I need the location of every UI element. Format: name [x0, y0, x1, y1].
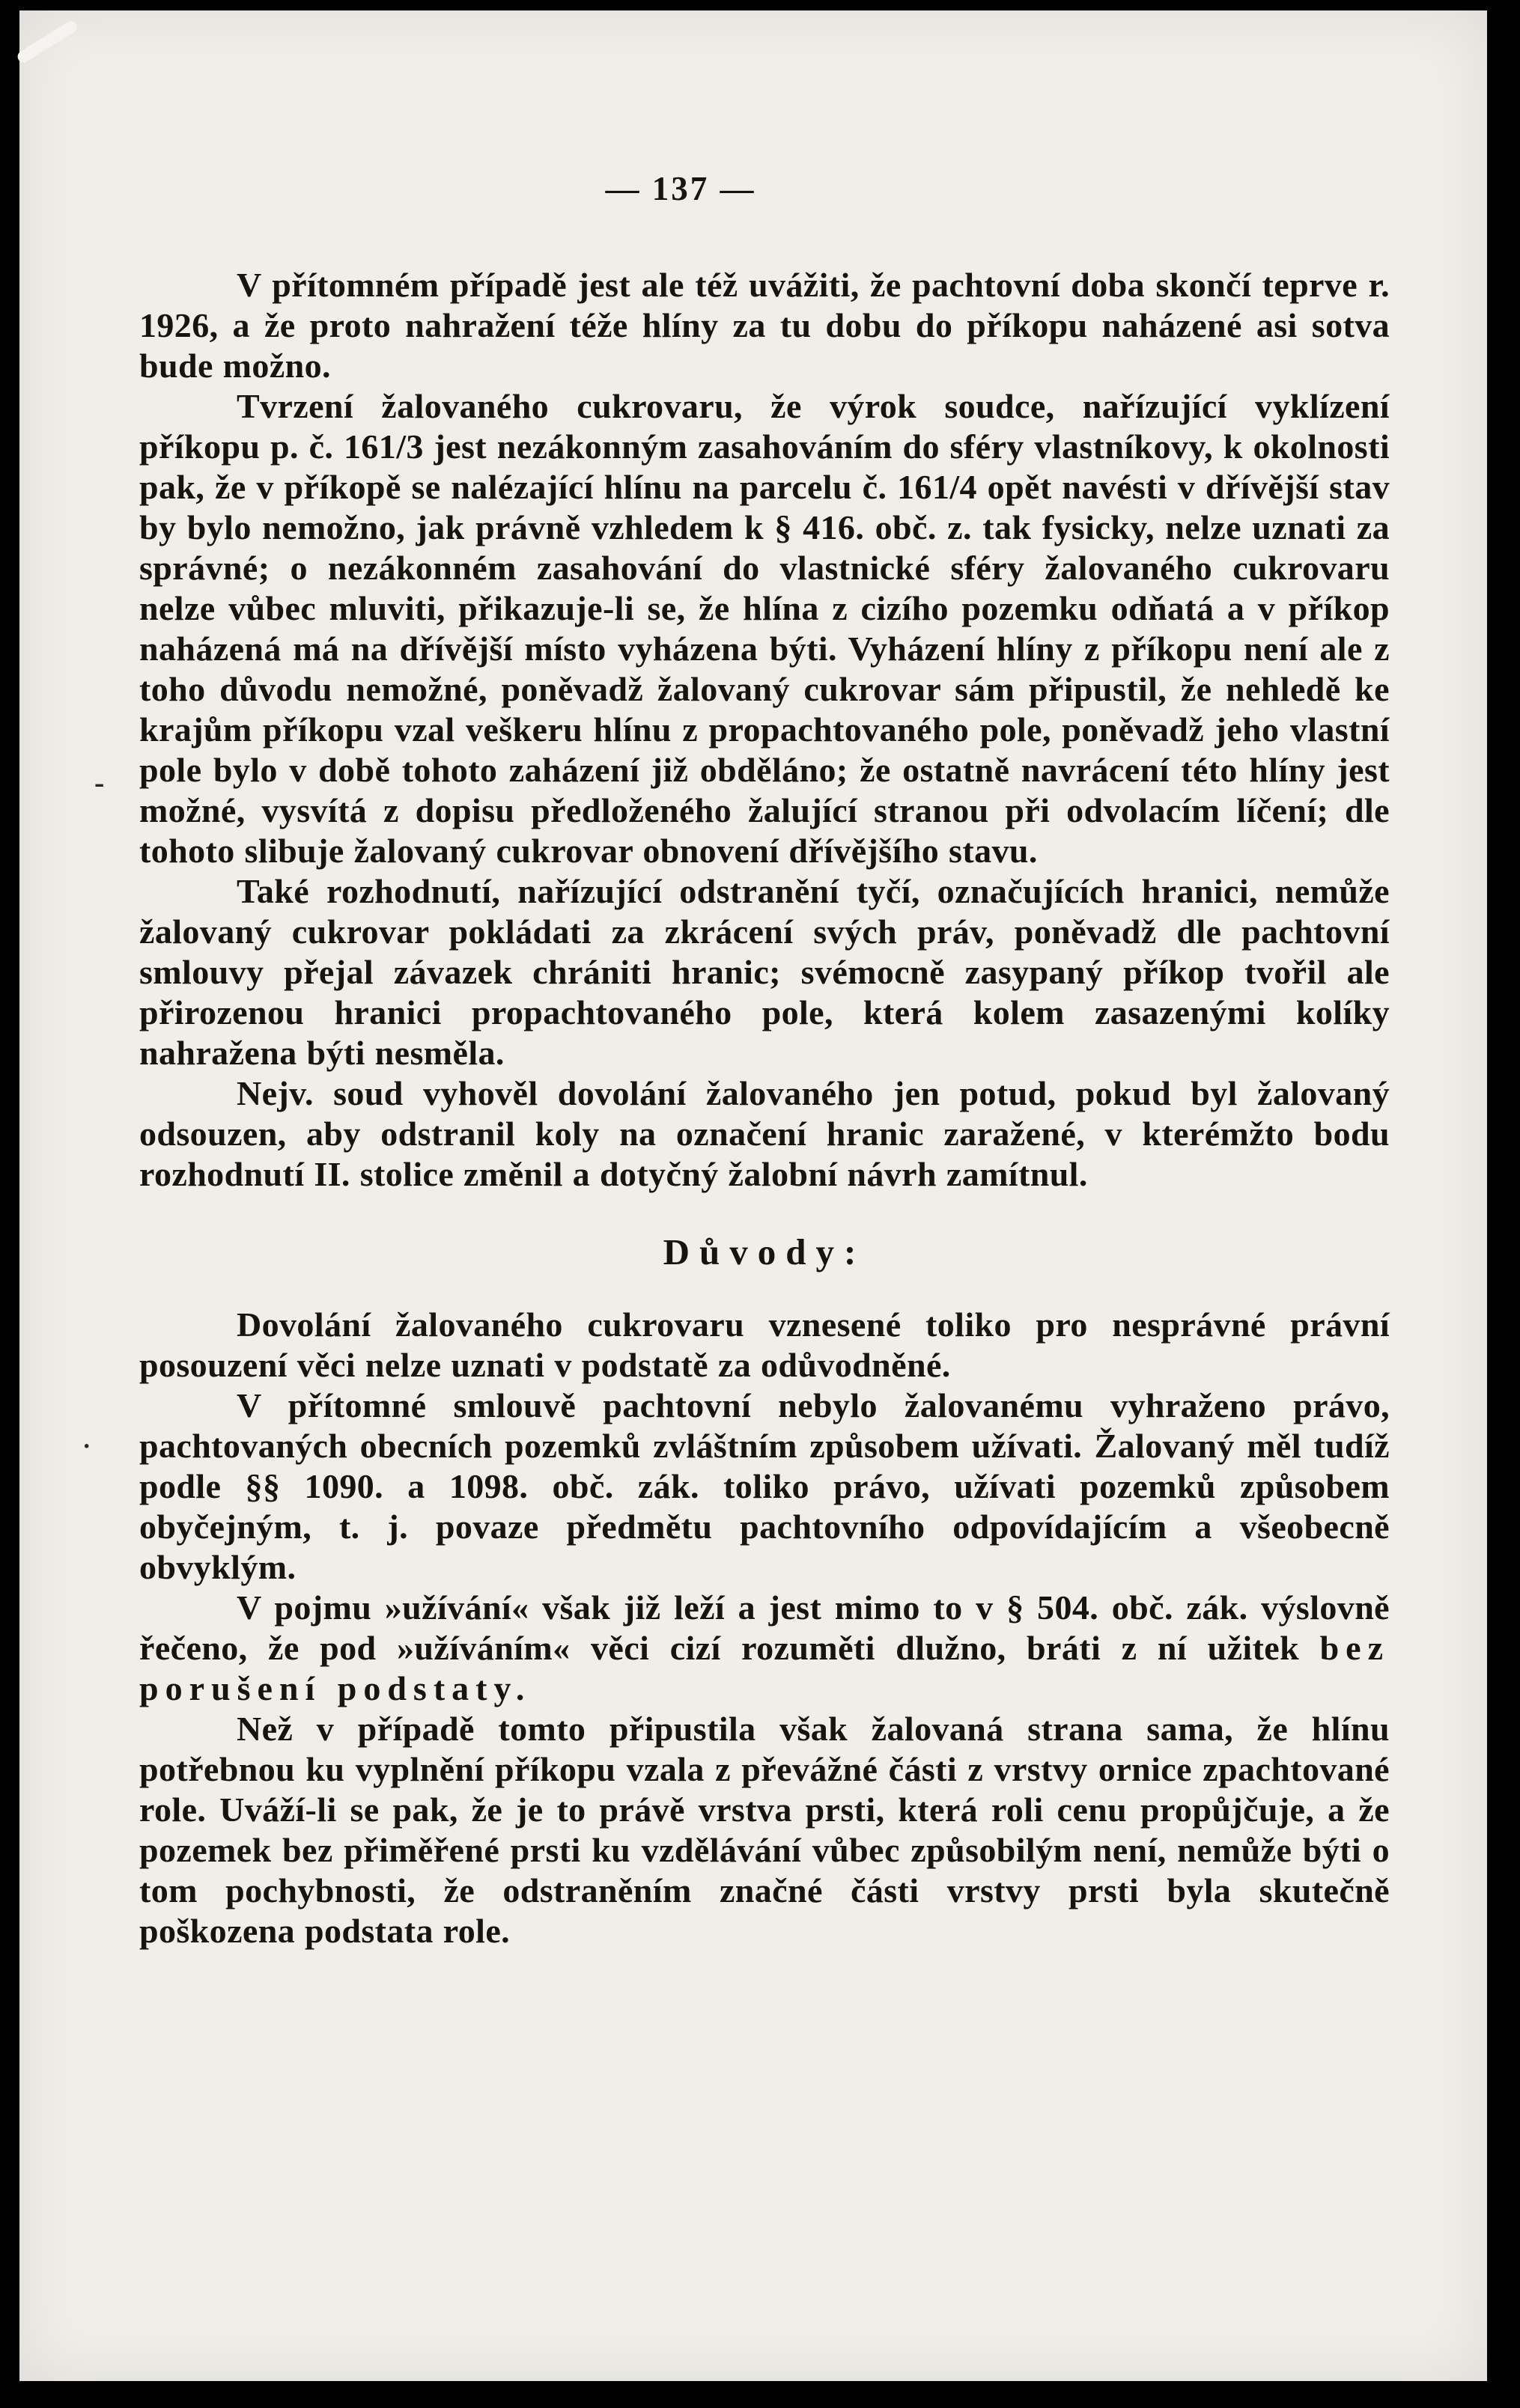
paragraph-5: Dovolání žalovaného cukrovaru vznesené toliko pro nesprávné právní posouzení věci nelze uznati v podstatě za odůvodněné. — [139, 1305, 1390, 1384]
paragraph-4: Nejv. soud vyhověl dovolání žalovaného jen potud, pokud byl žalovaný odsouzen, aby odstranil koly na označení hranic zaražené, v kterémžto bodu rozhodnutí II. stolice změnil a dotyčný žalobní návrh zamítnul. — [139, 1074, 1390, 1193]
paragraph-6: V přítomné smlouvě pachtovní nebylo žalovanému vyhraženo právo, pachtovaných obecních pozemků zvláštním způsobem užívati. Žalovaný měl tudíž podle §§ 1090. a 1098. obč. zák. toliko právo, užívati pozemků způsobem obyčejným, t. j. povaze předmětu pachtovního odpovídajícím a všeobecně obvyklým. — [139, 1386, 1390, 1586]
paragraph-7 — [139, 1588, 1390, 1709]
paragraph-8: Než v případě tomto připustila však žalovaná strana sama, že hlínu potřebnou ku vyplnění příkopu vzala z převážné části z vrstvy ornice zpachtované role. Uváží-li se pak, že je to právě vrstva prsti, která roli cenu propůjčuje, a že pozemek bez přiměřené prsti ku vzdělávání vůbec způsobilým není, nemůže býti o tom pochybnosti, že odstraněním značné části vrstvy prsti byla skutečně poškozena podstata role. — [139, 1710, 1390, 1950]
paragraph-7-lead: V pojmu »užívání« však již leží a jest mimo to v § 504. obč. zák. výslovně řečeno, že pod »užíváním« věci cizí rozuměti dlužno, bráti z ní užitek — [139, 1588, 1390, 1667]
section-heading-duvody: Důvody: — [663, 1231, 866, 1272]
scanned-page — [19, 10, 1487, 2381]
page-number: — 137 — — [605, 170, 756, 207]
scan-artifact-dot: · — [82, 1433, 91, 1460]
paragraph-1: V přítomném případě jest ale též uvážiti, že pachtovní doba skončí teprve r. 1926, a že proto nahražení téže hlíny za tu dobu do příkopu naházené asi sotva bude možno. — [139, 266, 1390, 385]
scan-artifact-dash: - — [94, 766, 105, 799]
paragraph-7-emphasis: bez porušení podstaty. — [139, 1629, 1390, 1707]
paragraph-3: Také rozhodnutí, nařízující odstranění tyčí, označujících hranici, nemůže žalovaný cukrovar pokládati za zkrácení svých práv, poněvadž dle pachtovní smlouvy přejal závazek chrániti hranic; svémocně zasypaný příkop tvořil ale přirozenou hranici propachtovaného pole, která kolem zasazenými kolíky nahražena býti nesměla. — [139, 872, 1390, 1072]
text-block — [139, 169, 1390, 1951]
paragraph-2: Tvrzení žalovaného cukrovaru, že výrok soudce, nařízující vyklízení příkopu p. č. 161/3 jest nezákonným zasahováním do sféry vlastníkovy, k okolnosti pak, že v příkopě se nalézající hlínu na parcelu č. 161/4 opět navésti v dřívější stav by bylo nemožno, jak právně vzhledem k § 416. obč. z. tak fysicky, nelze uznati za správné; o nezákonném zasahování do vlastnické sféry žalovaného cukrovaru nelze vůbec mluviti, přikazuje-li se, že hlína z cizího pozemku odňatá a v příkop naházená má na dřívější místo vyházena býti. Vyházení hlíny z příkopu není ale z toho důvodu nemožné, poněvadž žalovaný cukrovar sám připustil, že nehledě ke krajům příkopu vzal veškeru hlínu z propachtovaného pole, poněvadž jeho vlastní pole bylo v době tohoto zaházení již obděláno; že ostatně navrácení této hlíny jest možné, vysvítá z dopisu předloženého žalující stranou při odvolacím líčení; dle tohoto slibuje žalovaný cukrovar obnovení dřívějšího stavu. — [139, 387, 1390, 870]
